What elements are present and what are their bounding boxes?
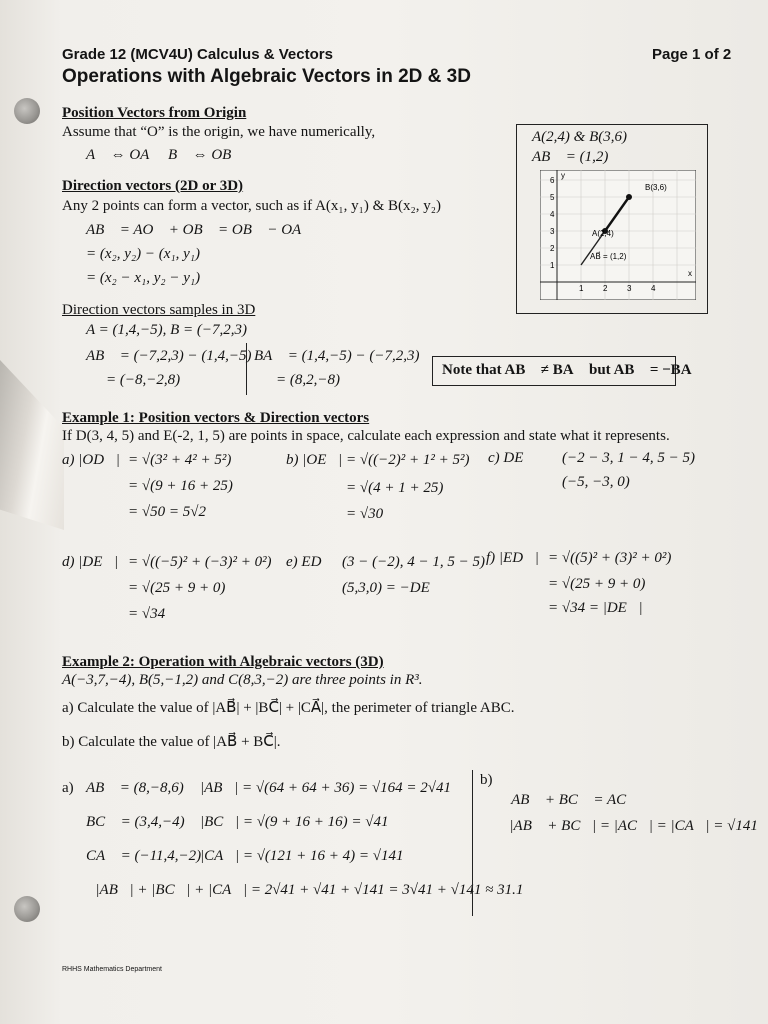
ex1-d-step3: = √34 [128,606,166,622]
ex1-f-step1: = √((5)² + (3)² + 0²) [548,550,672,566]
ex1-b-label: b) |OE⃗| [286,452,343,468]
x-tick: 3 [627,284,632,293]
samples-3d-points: A = (1,4,−5), B = (−7,2,3) [86,322,248,338]
ex2-a-label: a) [62,780,74,796]
direction-eq-3: = (x₂ − x₁, y₂ − y₁) [86,270,201,286]
ba-calc-2: = (8,2,−8) [276,372,340,388]
note-text: Note that AB⃗ ≠ BA⃗ but AB⃗ = −BA⃗ [442,362,704,378]
samples-3d-heading: Direction vectors samples in 3D [62,302,256,318]
ex1-f-step2: = √(25 + 9 + 0) [548,576,646,592]
ex1-d-step2: = √(25 + 9 + 0) [128,580,226,596]
punch-hole-bottom [14,896,40,922]
example2-heading: Example 2: Operation with Algebraic vectors (3D) [62,654,384,670]
example1-intro: If D(3, 4, 5) and E(-2, 1, 5) are points in space, calculate each expression and state what it represents. [62,428,670,444]
example2-question-b: b) Calculate the value of |AB⃗ + BC⃗|. [62,734,281,750]
ex2-ca-magnitude: |CA⃗| = √(121 + 16 + 4) = √141 [200,848,404,864]
point-b [626,194,632,200]
ba-calc-1: BA⃗ = (1,4,−5) − (−7,2,3) [254,348,420,364]
x-tick: 2 [603,284,608,293]
direction-vectors-intro: Any 2 points can form a vector, such as if A(x₁, y₁) & B(x₂, y₂) [62,198,441,214]
example2-intro: A(−3,7,−4), B(5,−1,2) and C(8,3,−2) are three points in R³. [62,672,423,688]
x-tick: 4 [651,284,656,293]
label-point-b: B(3,6) [645,183,667,192]
direction-eq-1: AB⃗ = AO⃗ + OB⃗ = OB⃗ − OA⃗ [86,222,313,238]
y-axis-label: y [561,171,565,180]
y-tick: 5 [550,193,555,202]
ex1-d-step1: = √((−5)² + (−3)² + 0²) [128,554,272,570]
divider-3d [246,343,247,395]
ex2-b-label: b) [480,772,493,788]
ex2-b-step1: ∵ AB⃗ + BC⃗ = AC⃗ [496,792,638,808]
ex2-ab-vector: AB⃗ = (8,−8,6) [86,780,184,796]
ex1-c-step2: (−5, −3, 0) [562,474,630,490]
ab-calc-1: AB⃗ = (−7,2,3) − (1,4,−5) [86,348,252,364]
ex2-perimeter-result: ∴ |AB⃗| + |BC⃗| + |CA⃗| = 2√41 + √41 + √141 = 3√41 + √141 ≈ 31.1 [80,882,524,898]
ex1-f-label: f) |ED⃗| [486,550,539,566]
ex1-c-label: c) DE⃗ [488,450,536,466]
ex2-ca-vector: CA⃗ = (−11,4,−2) [86,848,202,864]
example1-heading: Example 1: Position vectors & Direction vectors [62,410,370,426]
ex1-c-step1: (−2 − 3, 1 − 4, 5 − 5) [562,450,695,466]
y-tick: 6 [550,176,555,185]
position-vectors-heading: Position Vectors from Origin [62,105,247,121]
course-title: Grade 12 (MCV4U) Calculus & Vectors [62,46,333,63]
direction-eq-2: = (x₂, y₂) − (x₁, y₁) [86,246,200,262]
ex1-a-step2: = √(9 + 16 + 25) [128,478,233,494]
label-point-a: A(2,4) [592,229,614,238]
punch-hole-top [14,98,40,124]
ex1-f-step3: = √34 = |DE⃗| [548,600,643,616]
position-eq-a: A⃗ ⇔ OA⃗ [86,147,161,163]
direction-vectors-heading: Direction vectors (2D or 3D) [62,178,244,194]
ex1-b-step2: = √(4 + 1 + 25) [346,480,444,496]
ex1-b-step1: = √((−2)² + 1² + 5²) [346,452,470,468]
ex1-a-step1: = √(3² + 4² + 5²) [128,452,232,468]
position-eq-b: B⃗ ⇔ OB⃗ [168,147,243,163]
example2-question-a: a) Calculate the value of |AB⃗| + |BC⃗| + |CA⃗|, the perimeter of triangle ABC. [62,700,515,716]
graph-plot-area [540,170,696,300]
footer-department: RHHS Mathematics Department [62,966,162,973]
ex1-e-step1: (3 − (−2), 4 − 1, 5 − 5) [342,554,485,570]
y-tick: 2 [550,244,555,253]
graph-points-text: A(2,4) & B(3,6) [532,129,627,145]
ex1-a-step3: = √50 = 5√2 [128,504,206,520]
position-vectors-intro: Assume that “O” is the origin, we have numerically, [62,124,376,140]
x-axis-label: x [688,269,692,278]
ex1-b-step3: = √30 [346,506,384,522]
ex2-bc-vector: BC⃗ = (3,4,−4) [86,814,185,830]
ex2-ab-magnitude: |AB⃗| = √(64 + 64 + 36) = √164 = 2√41 [200,780,452,796]
graph-vector-text: AB⃗ = (1,2) [532,149,609,165]
vector-graph [540,170,696,300]
ex1-e-label: e) ED⃗ [286,554,334,570]
page-title: Operations with Algebraic Vectors in 2D & 3D [62,66,471,87]
ex1-a-label: a) |OD⃗| [62,452,120,468]
page-number: Page 1 of 2 [652,46,732,63]
ex2-bc-magnitude: |BC⃗| = √(9 + 16 + 16) = √41 [200,814,389,830]
y-tick: 1 [550,261,555,270]
label-vector-ab: AB⃗ = (1,2) [590,252,627,261]
ex1-d-label: d) |DE⃗| [62,554,119,570]
ex1-e-step2: (5,3,0) = −DE⃗ [342,580,442,596]
ex2-b-step2: ∴ |AB⃗ + BC⃗| = |AC⃗| = |CA⃗| = √141 [494,818,758,834]
x-tick: 1 [579,284,584,293]
y-tick: 3 [550,227,555,236]
divider-example2 [472,770,473,916]
ab-calc-2: = (−8,−2,8) [106,372,181,388]
y-tick: 4 [550,210,555,219]
